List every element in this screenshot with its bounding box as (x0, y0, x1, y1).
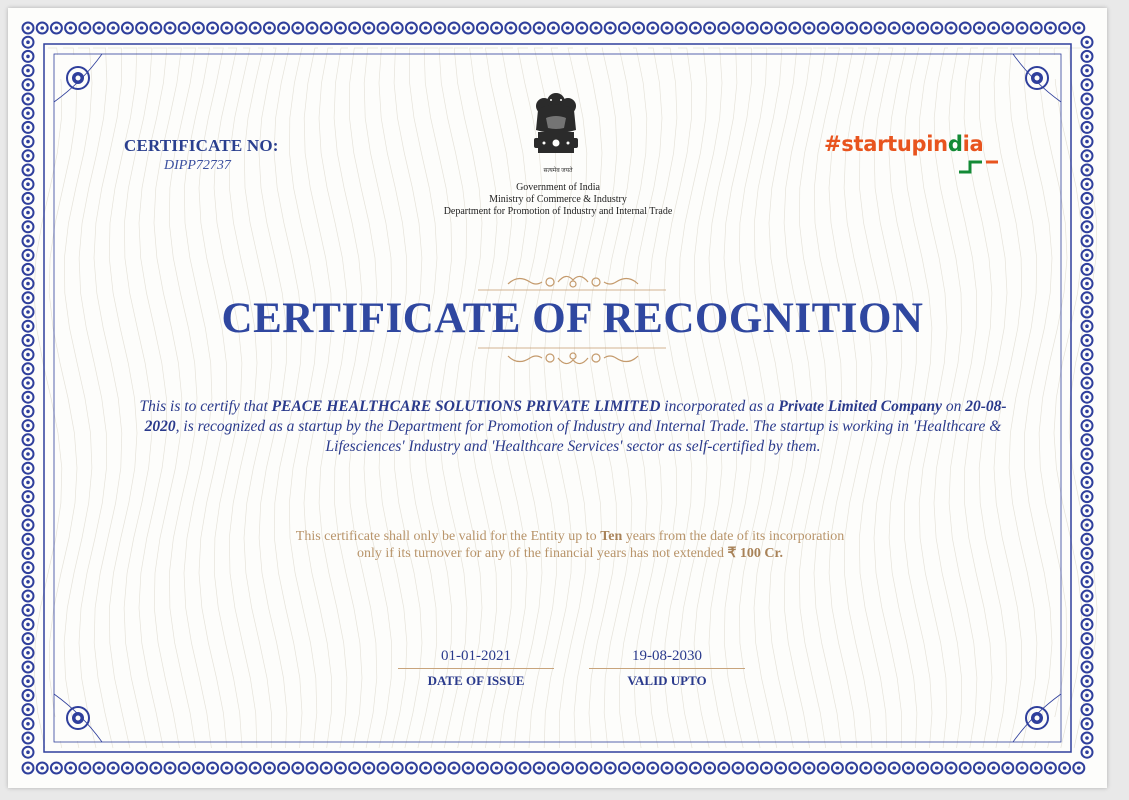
validity-note (208, 528, 932, 562)
company-name: PEACE HEALTHCARE SOLUTIONS PRIVATE LIMITED (271, 398, 661, 415)
national-emblem-icon (524, 88, 588, 168)
startupindia-logo (824, 132, 983, 156)
validity-years: Ten (600, 529, 623, 544)
ornament-bottom-icon (478, 344, 668, 372)
certificate-page (8, 8, 1107, 788)
valid-upto-underline (589, 668, 745, 669)
certificate-title: CERTIFICATE OF RECOGNITION (221, 295, 924, 342)
emblem-motto: सत्यमेव जयते (543, 168, 573, 174)
department-line: Department for Promotion of Industry and Internal Trade (443, 206, 673, 217)
validity-text: This certificate shall only be valid for the Entity up to (295, 529, 601, 544)
valid-upto-value: 19-08-2030 (632, 648, 702, 664)
validity-text: only if its turnover for any of the financial years has not extended (357, 546, 728, 561)
certificate-number-label: CERTIFICATE NO: (124, 136, 279, 155)
statement-text: incorporated as a (660, 398, 779, 415)
issue-date-value: 01-01-2021 (441, 648, 511, 664)
statement-text: , is recognized as a startup by the Department for Promotion of Industry and Internal Trade. The startup is working in 'Healthcare & Lifesciences' Industry and 'Healthcare Services' sector as self-certified by them. (175, 418, 1002, 455)
turnover-limit: ₹ 100 Cr. (727, 546, 783, 561)
logo-text-part: ia (962, 132, 984, 156)
validity-text: years from the date of its incorporation (622, 529, 845, 544)
startupindia-step-icon (958, 160, 1002, 174)
certificate-number-value: DIPP72737 (164, 158, 231, 173)
ministry-line: Ministry of Commerce & Industry (489, 194, 627, 205)
statement-text: This is to certify that (139, 398, 272, 415)
recognition-statement (138, 397, 1008, 457)
entity-type: Private Limited Company (778, 398, 942, 415)
issue-date-label: DATE OF ISSUE (427, 673, 525, 688)
valid-upto-label: VALID UPTO (627, 673, 707, 688)
incorporation-date: 20-08-2020 (144, 398, 1007, 435)
issue-date-underline (398, 668, 554, 669)
government-line: Government of India (516, 182, 600, 193)
logo-text-part: #startupin (824, 132, 948, 156)
logo-text-part: d (947, 132, 963, 156)
statement-text: on (941, 398, 966, 415)
